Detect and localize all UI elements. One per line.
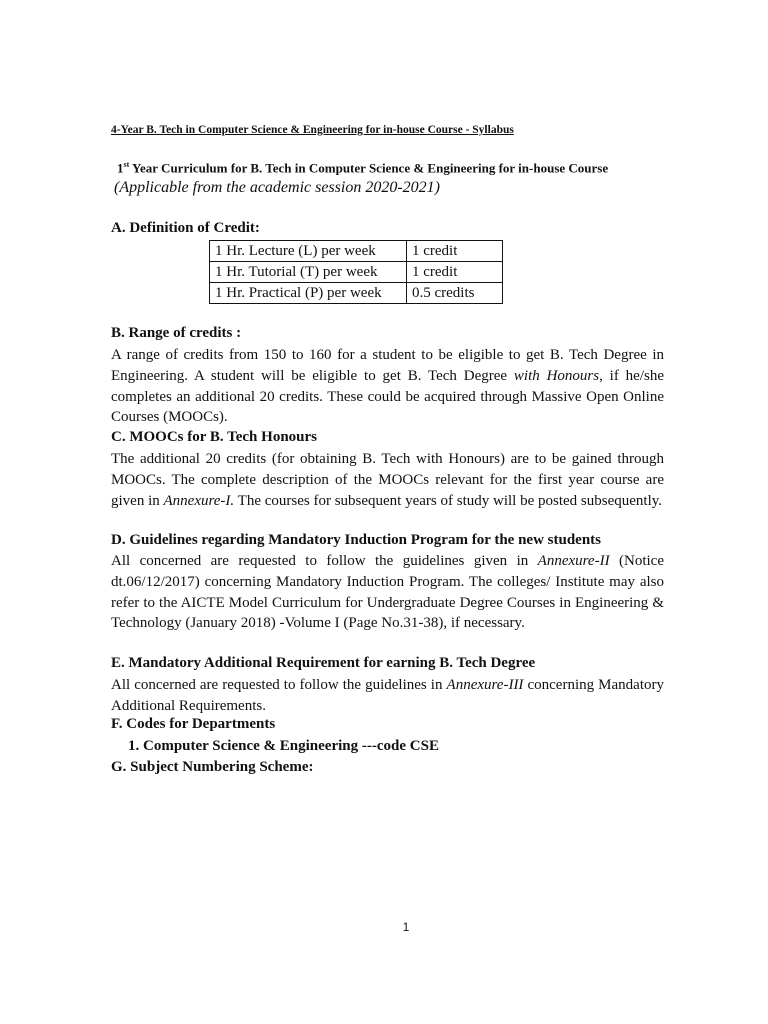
credit-definition-table	[209, 240, 503, 304]
curriculum-year-number: 1	[117, 160, 124, 176]
curriculum-year-ordinal: st	[123, 160, 130, 169]
section-c-heading: C. MOOCs for B. Tech Honours	[111, 429, 317, 445]
section-f-heading: F. Codes for Departments	[111, 716, 276, 732]
page-number: 1	[402, 920, 410, 934]
credit-value-cell: 1 credit	[407, 262, 503, 283]
section-e-paragraph	[111, 675, 664, 717]
section-e-heading: E. Mandatory Additional Requirement for earning B. Tech Degree	[111, 655, 536, 671]
credit-value-cell: 1 credit	[407, 241, 503, 262]
section-d-text-continued: (Notice dt.06/12/2017) concerning Mandatory Induction Program. The colleges/ Institute may also refer to the AICTE Model Curriculum for Undergraduate Degree Courses in Engineering & Technology (January 2018) -Volume I (Page No.31-38), if necessary.	[111, 553, 664, 632]
table-row	[210, 262, 503, 283]
applicable-session: (Applicable from the academic session 2020-2021)	[114, 179, 441, 196]
section-b-paragraph	[111, 345, 664, 428]
section-a-heading: A. Definition of Credit:	[111, 220, 260, 236]
section-g-heading: G. Subject Numbering Scheme:	[111, 759, 314, 775]
document-title: 4-Year B. Tech in Computer Science & Engineering for in-house Course - Syllabus	[111, 124, 514, 136]
section-e-text: All concerned are requested to follow the guidelines in	[111, 677, 447, 693]
section-b-heading: B. Range of credits :	[111, 325, 242, 341]
section-b-emphasis: with Honours	[513, 367, 600, 384]
section-b-text: A range of credits from 150 to 160 for a student to be eligible to get B. Tech Degree in Engineering. A student will be eligible to get B. Tech Degree	[111, 347, 664, 384]
department-code-item: 1. Computer Science & Engineering ---code CSE	[128, 738, 439, 754]
section-e-text-continued: concerning Mandatory Additional Requirements.	[111, 677, 664, 714]
section-d-emphasis: Annexure-II	[537, 553, 610, 569]
section-b-text-continued: , if he/she completes an additional 20 credits. These could be acquired through Massive Open Online Courses (MOOCs).	[111, 367, 664, 426]
credit-item-cell: 1 Hr. Lecture (L) per week	[210, 241, 407, 262]
credit-value-cell: 0.5 credits	[407, 283, 503, 304]
curriculum-title	[117, 160, 608, 176]
section-e-emphasis: Annexure-III	[446, 677, 524, 693]
section-d-heading: D. Guidelines regarding Mandatory Induction Program for the new students	[111, 532, 602, 548]
credit-item-cell: 1 Hr. Tutorial (T) per week	[210, 262, 407, 283]
credit-item-cell: 1 Hr. Practical (P) per week	[210, 283, 407, 304]
section-c-text: The additional 20 credits (for obtaining B. Tech with Honours) are to be gained through MOOCs. The complete description of the MOOCs relevant for the first year course are given in	[111, 451, 664, 509]
section-c-paragraph	[111, 449, 664, 511]
section-c-text-continued: The courses for subsequent years of study will be posted subsequently.	[234, 492, 663, 509]
section-c-emphasis: Annexure-I.	[163, 492, 235, 509]
section-d-paragraph	[111, 551, 664, 634]
curriculum-title-text: Year Curriculum for B. Tech in Computer Science & Engineering for in-house Course	[129, 160, 609, 176]
table-row	[210, 283, 503, 304]
section-d-text: All concerned are requested to follow the guidelines given in	[111, 553, 538, 569]
table-row	[210, 241, 503, 262]
